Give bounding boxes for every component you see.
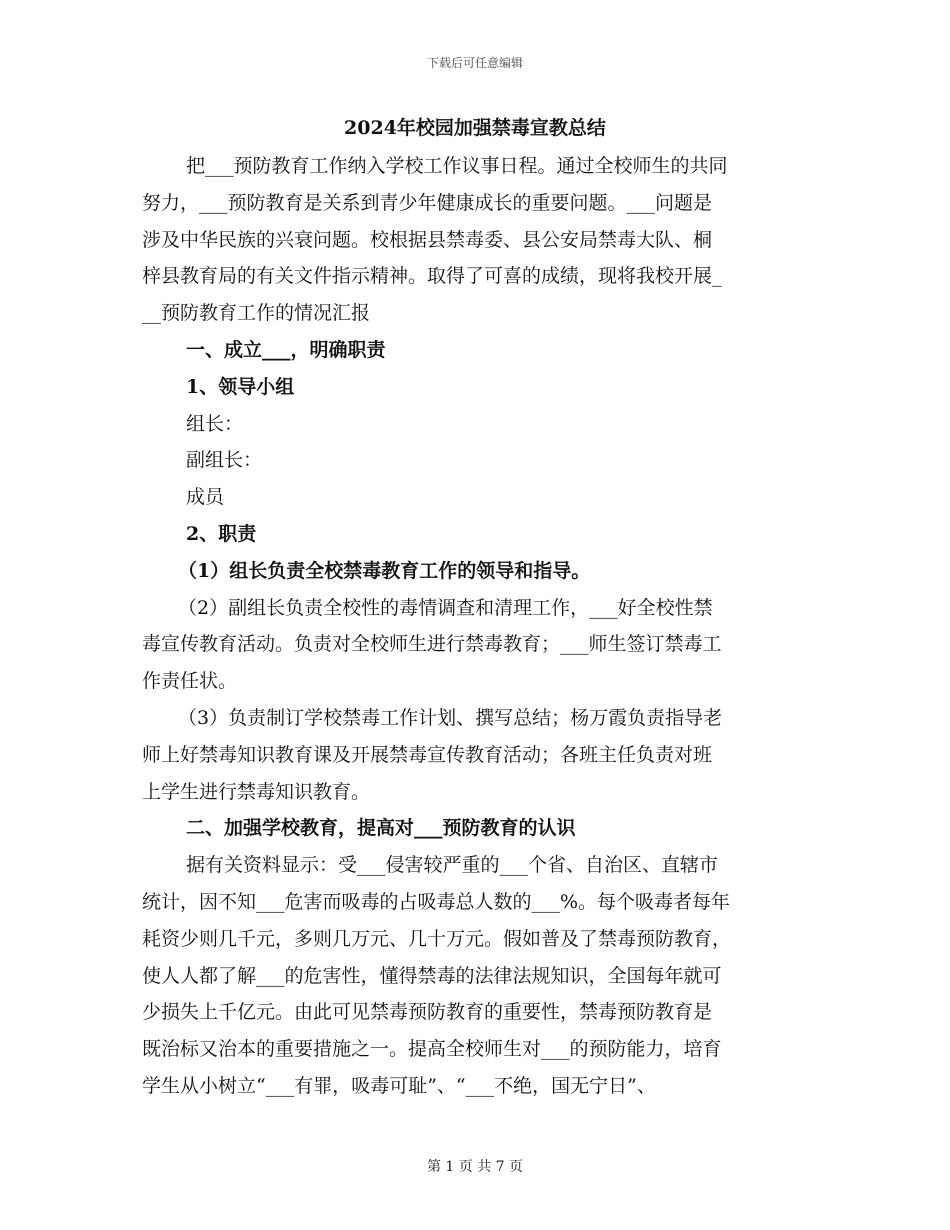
paragraph-line: 努力，___预防教育是关系到青少年健康成长的重要问题。___问题是 [142, 191, 713, 214]
paragraph-line: 梓县教育局的有关文件指示精神。取得了可喜的成绩，现将我校开展_ [142, 265, 722, 288]
subsection-heading: 2、职责 [186, 522, 257, 545]
paragraph-line: 耗资少则几千元，多则几万元、几十万元。假如普及了禁毒预防教育， [142, 927, 732, 950]
role-leader: 组长： [186, 412, 244, 435]
page-number: 第 1 页 共 7 页 [426, 1159, 524, 1175]
paragraph-line: 学生从小树立“___有罪，吸毒可耻”、“___不绝，国无宁日”、 [142, 1074, 656, 1097]
paragraph-line: 据有关资料显示：受___侵害较严重的___个省、自治区、直辖市 [186, 854, 719, 877]
paragraph-line: 少损失上千亿元。由此可见禁毒预防教育的重要性，禁毒预防教育是 [142, 1001, 713, 1024]
paragraph-line: 师上好禁毒知识教育课及开展禁毒宣传教育活动；各班主任负责对班 [142, 743, 713, 766]
paragraph-line: 把___预防教育工作纳入学校工作议事日程。通过全校师生的共同 [186, 155, 728, 177]
role-deputy-leader: 副组长： [186, 449, 263, 472]
page-header-note: 下载后可任意编辑 [426, 56, 523, 70]
duty-item: （2）副组长负责全校性的毒情调查和清理工作，___好全校性禁 [178, 596, 713, 619]
subsection-heading: 1、领导小组 [186, 375, 295, 398]
paragraph-line: 上学生进行禁毒知识教育。 [142, 780, 371, 803]
document-title: 2024年校园加强禁毒宣教总结 [344, 117, 606, 139]
section-heading: 二、加强学校教育，提高对___预防教育的认识 [186, 817, 576, 840]
paragraph-line: 统计，因不知___危害而吸毒的占吸毒总人数的___%。每个吸毒者每年 [142, 890, 731, 913]
paragraph-line: __预防教育工作的情况汇报 [142, 302, 371, 325]
paragraph-line: 既治标又治本的重要措施之一。提高全校师生对___的预防能力，培育 [142, 1038, 722, 1061]
section-heading: 一、成立___，明确职责 [186, 338, 386, 361]
role-members: 成员 [186, 486, 225, 509]
paragraph-line: 作责任状。 [142, 670, 238, 693]
paragraph-line: 涉及中华民族的兴衰问题。校根据县禁毒委、县公安局禁毒大队、桐 [142, 228, 713, 251]
paragraph-line: 使人人都了解___的危害性，懂得禁毒的法律法规知识，全国每年就可 [142, 964, 722, 987]
duty-item: （1）组长负责全校禁毒教育工作的领导和指导。 [178, 559, 591, 582]
document-body [142, 148, 810, 1105]
duty-item: （3）负责制订学校禁毒工作计划、撰写总结；杨万霞负责指导老 [178, 706, 723, 729]
paragraph-line: 毒宣传教育活动。负责对全校师生进行禁毒教育；___师生签订禁毒工 [142, 633, 722, 656]
